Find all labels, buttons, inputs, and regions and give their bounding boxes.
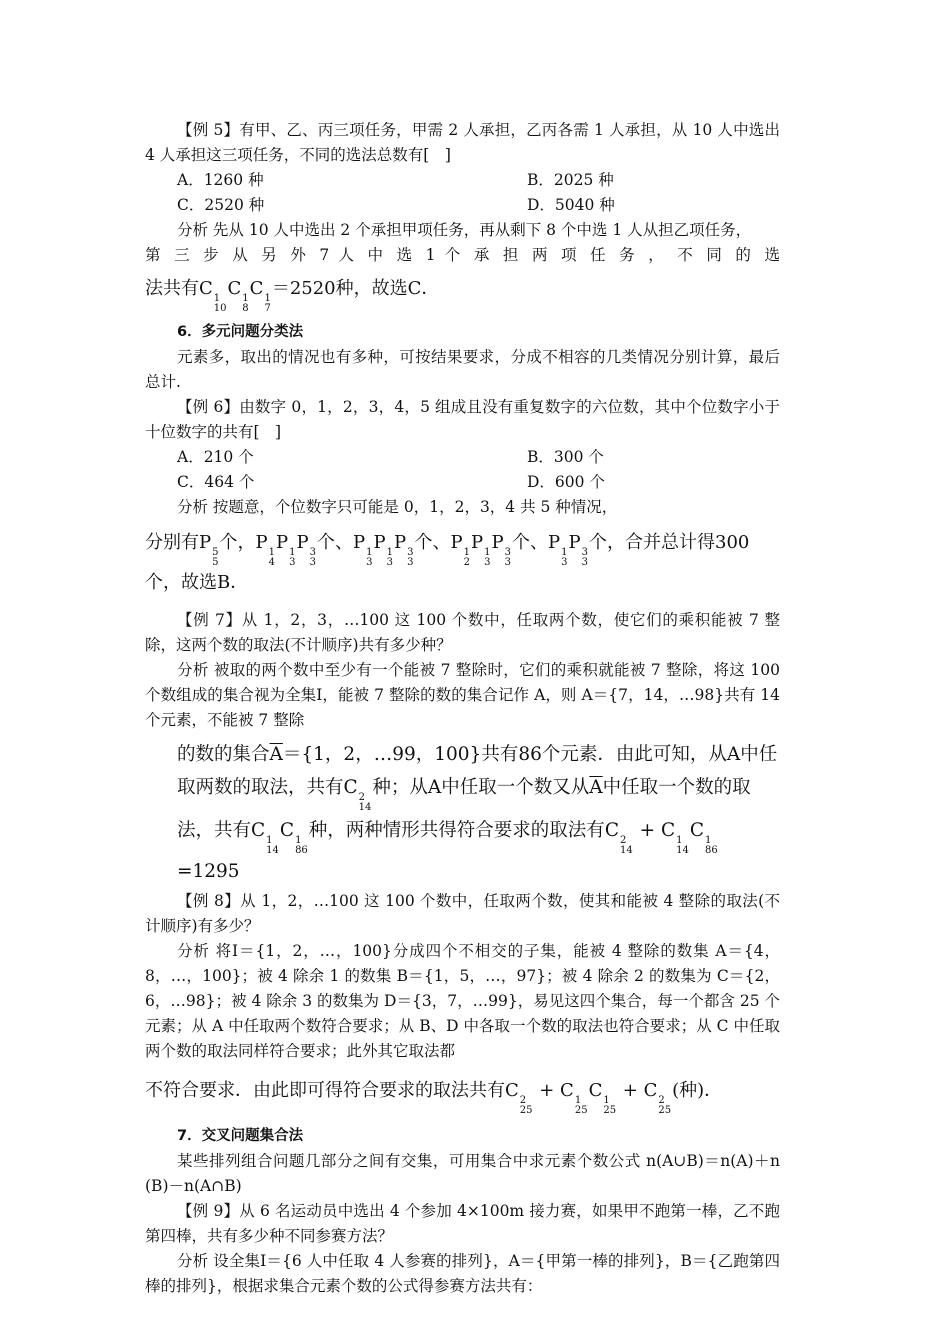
combination-sum: C 2 25 + C 1 25 C 1 25 + C 2 25 bbox=[505, 1080, 672, 1116]
formula-text: 不符合要求．由此即可得符合要求的取法共有 bbox=[145, 1080, 505, 1101]
document-page bbox=[145, 118, 780, 1299]
combination-expression: C 1 14 C 1 86 bbox=[251, 820, 308, 856]
formula-prefix: 法共有 bbox=[145, 278, 199, 299]
formula-text: ＝{1，2，…99，100}共有86个元素．由此可知，从A中任 bbox=[282, 744, 778, 765]
formula-result: (种)． bbox=[672, 1080, 723, 1101]
option-b: B．2025 种 bbox=[527, 171, 614, 189]
option-b: B．300 个 bbox=[527, 448, 604, 466]
option-a: A．210 个 bbox=[177, 448, 254, 466]
example-7-formula-line2 bbox=[145, 772, 780, 813]
example-8-analysis: 分析 将Ⅰ＝{1，2，…，100}分成四个不相交的子集，能被 4 整除的数集 A＝{4，8，…，100}；被 4 除余 1 的数集 B＝{1，5，…，97}；被 4 除余 2 的数集为 C＝{2，6，…98}；被 4 除余 3 的数集为 D＝{3，7，…99}，易见这四个集合，每一个都含 25 个元素；从 A 中任取两个数符合要求；从 B、D 中各取一个数的取法也符合要求；从 C 中任取两个数的取法同样符合要求；此外其它取法都 bbox=[145, 942, 780, 1060]
combination-sum: C 2 14 + C 1 14 C 1 86 bbox=[604, 820, 718, 856]
complement-a: $\overline{A}$ bbox=[589, 777, 603, 798]
example-6-analysis: 分析 按题意，个位数字只可能是 0，1，2，3，4 共 5 种情况， bbox=[177, 498, 618, 516]
formula-text: 法，共有 bbox=[177, 820, 252, 841]
example-6-formula bbox=[145, 528, 780, 568]
formula-prefix: 分别有 bbox=[145, 532, 199, 553]
section-7-body: 某些排列组合问题几部分之间有交集，可用集合中求元素个数公式 n(A∪B)＝n(A)＋n(B)－n(A∩B) bbox=[145, 1152, 780, 1195]
option-c: C．2520 种 bbox=[177, 196, 265, 214]
example-6-question: 【例 6】由数字 0，1，2，3，4，5 组成且没有重复数字的六位数，其中个位数字小于十位数字的共有[ ] bbox=[145, 398, 780, 441]
option-c: C．464 个 bbox=[177, 473, 255, 491]
formula-text: 的数的集合 bbox=[177, 744, 270, 765]
example-7-analysis: 分析 被取的两个数中至少有一个能被 7 整除时，它们的乘积就能被 7 整除，将这 100 个数组成的集合视为全集Ⅰ，能被 7 整除的数的集合记作 A，则 A＝{7，14，…98}共有 14 个元素，不能被 7 整除 bbox=[145, 661, 780, 729]
example-6-conclusion: 个，故选B． bbox=[145, 572, 249, 593]
option-a: A．1260 种 bbox=[177, 171, 264, 189]
example-7-formula-line3 bbox=[145, 815, 780, 887]
formula-text: 中任取一个数的取 bbox=[602, 777, 751, 798]
example-5-analysis-line2: 第 三 步 从 另 外 7 人 中 选 1 个 承 担 两 项 任 务 ， 不 同 的 选 bbox=[145, 246, 780, 264]
example-6-options bbox=[145, 445, 780, 495]
formula-text: 取两数的取法，共有 bbox=[177, 777, 344, 798]
example-8-formula bbox=[145, 1076, 780, 1116]
example-5-formula bbox=[145, 274, 780, 314]
example-9-analysis: 分析 设全集Ⅰ＝{6 人中任取 4 人参赛的排列}，A＝{甲第一棒的排列}，B＝{乙跑第四棒的排列}，根据求集合元素个数的公式得参赛方法共有： bbox=[145, 1252, 780, 1295]
example-5-options bbox=[145, 168, 780, 218]
example-9-question: 【例 9】从 6 名运动员中选出 4 个参加 4×100m 接力赛，如果甲不跑第一棒，乙不跑第四棒，共有多少种不同参赛方法？ bbox=[145, 1202, 780, 1245]
section-6-heading: 6．多元问题分类法 bbox=[177, 324, 304, 340]
permutation-expression: P 5 5 个，P 1 4 P 1 3 P 3 3 个、P 1 3 P 1 3 P 3 3 个、P 1 2 P 1 3 P 3 3 个、P 1 3 P 3 3 个 bbox=[199, 532, 607, 568]
option-d: D．600 个 bbox=[527, 473, 605, 491]
example-7-question: 【例 7】从 1，2，3，…100 这 100 个数中，任取两个数，使它们的乘积能被 7 整除，这两个数的取法(不计顺序)共有多少种？ bbox=[145, 611, 780, 654]
complement-a: $\overline{A}$ bbox=[269, 744, 283, 765]
formula-text: 种，两种情形共得符合要求的取法有 bbox=[308, 820, 605, 841]
example-7-formula-line1 bbox=[145, 739, 780, 770]
section-6-body: 元素多，取出的情况也有多种，可按结果要求，分成不相容的几类情况分别计算，最后总计. bbox=[145, 348, 780, 391]
formula-result: ＝2520种，故选C． bbox=[271, 278, 440, 299]
formula-result: =1295 bbox=[177, 861, 240, 882]
formula-result: ，合并总计得300 bbox=[607, 532, 750, 553]
example-8-question: 【例 8】从 1，2，…100 这 100 个数中，任取两个数，使其和能被 4 整除的取法(不计顺序)有多少？ bbox=[145, 892, 780, 935]
formula-text: 种；从A中任取一个数又从 bbox=[372, 777, 590, 798]
combination-expression: C 2 14 bbox=[343, 777, 372, 813]
section-7-heading: 7．交叉问题集合法 bbox=[177, 1128, 304, 1144]
combination-expression: C 1 10 C 1 8 C 1 7 bbox=[199, 278, 271, 314]
option-d: D．5040 种 bbox=[527, 196, 615, 214]
example-5-question: 【例 5】有甲、乙、丙三项任务，甲需 2 人承担，乙丙各需 1 人承担，从 10 人中选出 4 人承担这三项任务，不同的选法总数有[ ] bbox=[145, 121, 780, 164]
example-5-analysis: 分析 先从 10 人中选出 2 个承担甲项任务，再从剩下 8 个中选 1 人从担乙项任务， bbox=[177, 221, 752, 239]
